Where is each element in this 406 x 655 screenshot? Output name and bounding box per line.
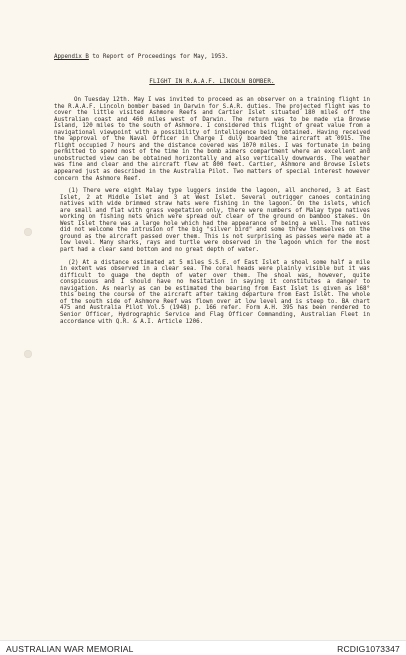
paragraph-item-1: (1) There were eight Malay type luggers inside the lagoon, all anchored, 3 at East Islet, 2 at Middle Islet and 3 at West Islet. Several outrigger canoes containing natives with wide brimmed straw hats were fishing in the lagoon. On the islets, which are small and flat with grass vegetation only, there were numbers of Malay type natives working on fishing nets which were spread out clear of the ground on bamboo stakes. On West Islet there was a large hole which had the appearance of being a well. The natives did not welcome the intrusion of the big "silver bird" and some threw themselves on the ground as the aircraft passed over them. This is not surprising as passes were made at a low level. Many sharks, rays and turtle were observed in the lagoon which for the most part had a clear sand bottom and no great depth of water. <box>60 188 370 254</box>
record-id: RCDIG1073347 <box>337 644 400 654</box>
document-title: FLIGHT IN R.A.A.F. LINCOLN BOMBER. <box>149 79 275 85</box>
document-body <box>54 54 370 325</box>
appendix-label: Appendix B <box>54 54 89 60</box>
appendix-reference: to Report of Proceedings for May, 1953. <box>88 54 229 60</box>
appendix-heading <box>54 54 370 64</box>
punch-hole <box>24 350 32 358</box>
institution-label: AUSTRALIAN WAR MEMORIAL <box>6 644 134 654</box>
paragraph-item-2: (2) At a distance estimated at 5 miles S.S.E. of East Islet a shoal some half a mile in extent was observed in a clear sea. The coral heads were plainly visible but it was difficult to guage the depth of water over them. The shoal was, however, quite conspicuous and I should have no hesitation in saying it constitutes a danger to navigation. As nearly as can be estimated the bearing from East Islet is given as 168° this being the course of the aircraft after taking departure from East Islet. The whole of the south side of Ashmore Reef was flown over at low level and is steep to. BA chart 475 and Australia Pilot Vol.5 (1948) p. 166 refer. Form A.H. 395 has been rendered to Senior Officer, Hydrographic Service and Flag Officer Commanding, Australian Fleet in accordance with Q.R. & A.I. Article 1206. <box>60 259 370 325</box>
archive-footer <box>0 640 406 655</box>
punch-hole <box>24 228 32 236</box>
paragraph-introduction: On Tuesday 12th. May I was invited to proceed as an observer on a training flight in the R.A.A.F. Lincoln bomber based in Darwin for S.A.R. duties. The projected flight was to cover the little visited Ashmore Reefs and Cartier Islet situated 180 miles off the Australian coast and 460 miles west of Darwin. The return was to be made via Browse Island, 120 miles to the south of Ashmore. I considered this flight of great value from a navigational viewpoint with a possibility of intelligence being obtained. Having received the approval of the Naval Officer in Charge I duly boarded the aircraft at 0915. The flight occupied 7 hours and the distance covered was 1070 miles. I was fortunate in being permitted to spend most of the time in the bomb aimers compartment where an excellent and unobstructed view can be obtained horizontally and also vertically downwards. The weather was fine and clear and the aircraft flew at 800 feet. Cartier, Ashmore and Browse Islets appeared just as described in the Australia Pilot. Two matters of special interest however concern the Ashmore Reef. <box>54 97 370 182</box>
